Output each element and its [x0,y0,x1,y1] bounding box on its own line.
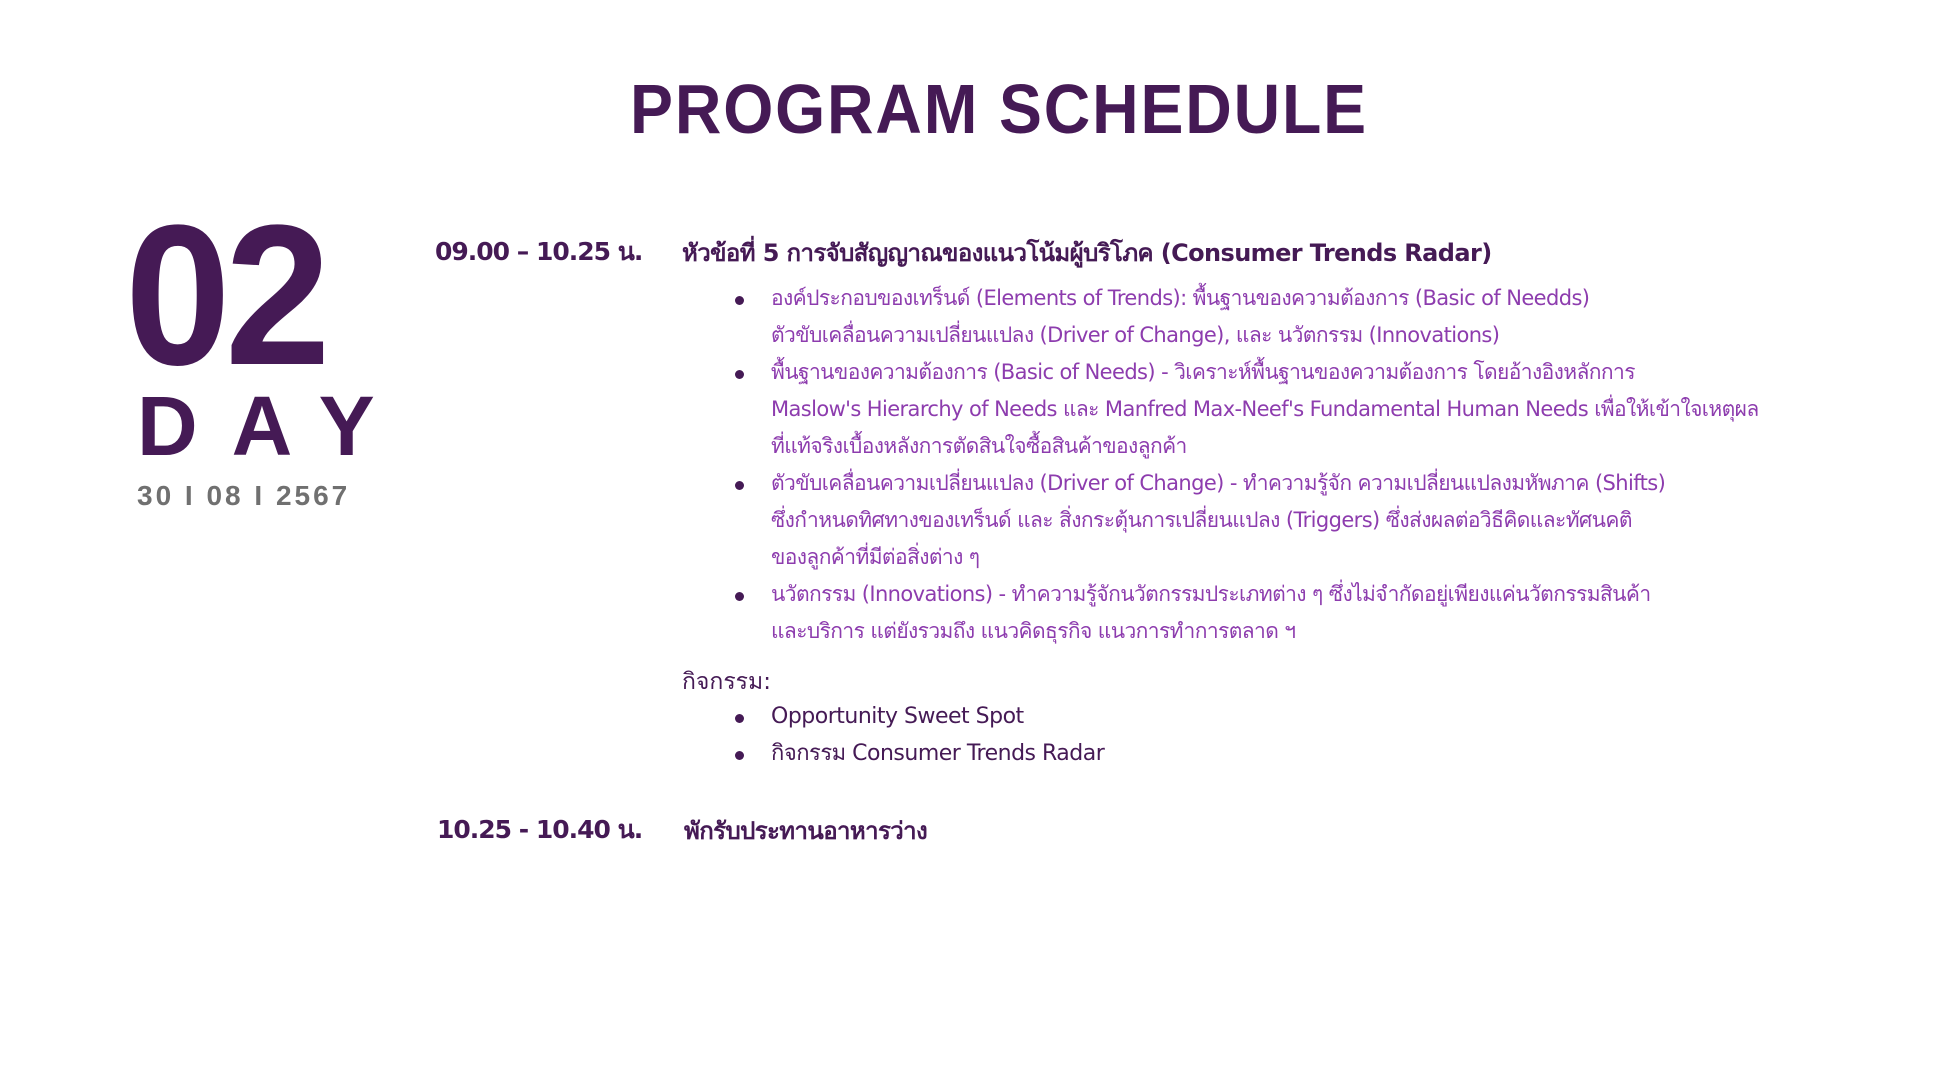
day-word: DAY [137,379,409,473]
session-time: 10.25 - 10.40 น. [437,815,643,844]
topic-line: นวัตกรรม (Innovations) - ทำความรู้จักนวัตกรรมประเภทต่าง ๆ ซึ่งไม่จำกัดอยู่เพียงแค่นวัตกรรมสินค้า [771,582,1651,606]
topic-line: ตัวขับเคลื่อนความเปลี่ยนแปลง (Driver of Change), และ นวัตกรรม (Innovations) [771,323,1500,347]
topic-line: ที่แท้จริงเบื้องหลังการตัดสินใจซื้อสินค้าของลูกค้า [771,434,1187,458]
topic-line: ของลูกค้าที่มีต่อสิ่งต่าง ๆ [771,545,980,569]
list-item: กิจกรรม Consumer Trends Radar [735,735,1795,772]
list-item: Opportunity Sweet Spot [735,698,1795,735]
session-time: 09.00 – 10.25 น. [435,237,643,266]
list-item [735,576,1795,650]
topic-line: ตัวขับเคลื่อนความเปลี่ยนแปลง (Driver of Change) - ทำความรู้จัก ความเปลี่ยนแปลงมหัพภาค (Shifts) [771,471,1666,495]
list-item [735,354,1795,465]
list-item [735,465,1795,576]
day-number: 02 [125,184,325,407]
page-title: PROGRAM SCHEDULE [630,70,1368,148]
day-block [125,184,409,512]
topic-line: ซึ่งกำหนดทิศทางของเทร็นด์ และ สิ่งกระตุ้นการเปลี่ยนแปลง (Triggers) ซึ่งส่งผลต่อวิธีคิดและทัศนคติ [771,508,1632,532]
session-heading: หัวข้อที่ 5 การจับสัญญาณของแนวโน้มผู้บริโภค (Consumer Trends Radar) [682,239,1492,267]
topic-line: Maslow's Hierarchy of Needs และ Manfred Max-Neef's Fundamental Human Needs เพื่อให้เข้าใจเหตุผล [771,397,1759,421]
activity-label: กิจกรรม: [682,669,771,695]
topic-list [735,280,1795,650]
session-heading: พักรับประทานอาหารว่าง [684,817,928,845]
activity-list [735,698,1795,772]
list-item [735,280,1795,354]
topic-line: และบริการ แต่ยังรวมถึง แนวคิดธุรกิจ แนวการทำการตลาด ฯ [771,619,1296,643]
day-date: 30 I 08 I 2567 [137,480,351,511]
topic-line: องค์ประกอบของเทร็นด์ (Elements of Trends): พื้นฐานของความต้องการ (Basic of Needds) [771,286,1590,310]
topic-line: พื้นฐานของความต้องการ (Basic of Needs) - วิเคราะห์พื้นฐานของความต้องการ โดยอ้างอิงหลักการ [771,360,1635,384]
